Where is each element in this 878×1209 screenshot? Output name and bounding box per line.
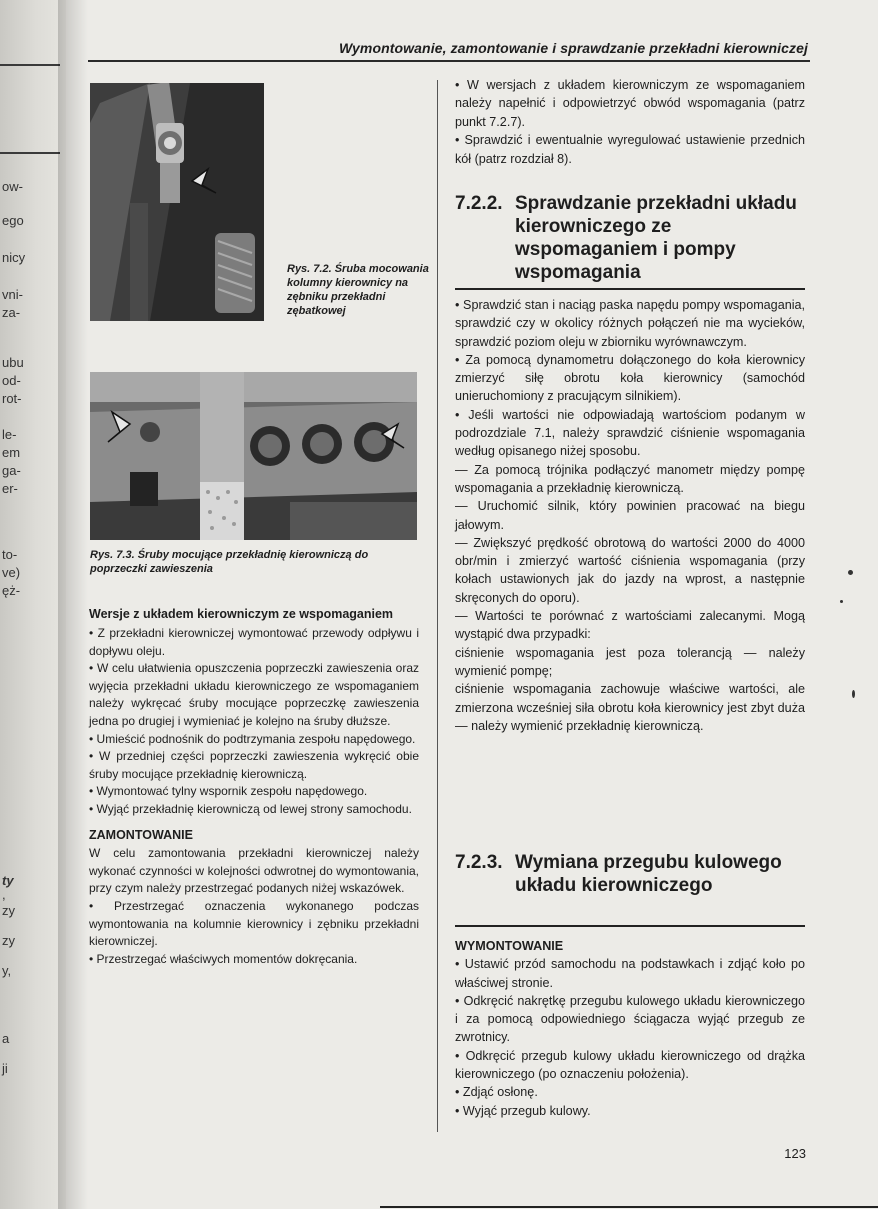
paragraph: — Uruchomić silnik, który powinien pracować na biegu jałowym. — [455, 499, 805, 532]
right-column-intro — [455, 76, 805, 168]
adjacent-fragment: ga- — [2, 463, 21, 478]
bottom-rule — [380, 1206, 878, 1208]
figure-7-3-caption: Rys. 7.3. Śruby mocujące przekładnię kierowniczą do poprzeczki zawieszenia — [90, 549, 369, 575]
adjacent-fragment: em — [2, 445, 21, 460]
adjacent-fragment: to- — [2, 547, 18, 562]
adjacent-fragment: od- — [2, 373, 21, 388]
adjacent-fragment: ubu — [2, 355, 24, 370]
paragraph: • Jeśli wartości nie odpowiadają wartościom podanym w podrozdziale 7.1, należy sprawdzić ciśnienie wspomagania według opisanego niżej sposobu. — [455, 407, 805, 459]
paragraph: • Sprawdzić stan i naciąg paska napędu pompy wspomagania, sprawdzić czy w okolicy różnych połączeń nie ma wycieków, sprawdzić poziom oleju w zbiorniku wyrównawczym. — [455, 298, 805, 349]
section-title: Wymiana przegubu kulowego układu kierowniczego — [515, 852, 782, 896]
header-rule — [88, 60, 810, 62]
paragraph: • Odkręcić nakrętkę przegubu kulowego układu kierowniczego i za pomocą odpowiedniego ściągacza wyjąć przegub ze zwrotnicy. — [455, 993, 805, 1045]
section-7-2-3-body — [455, 937, 805, 1120]
page-number: 123 — [784, 1146, 806, 1161]
left-column — [89, 606, 419, 968]
adjacent-fragment: za- — [2, 305, 21, 320]
subheading-power-steering: Wersje z układem kierowniczym ze wspomaganiem — [89, 607, 394, 621]
paragraph: • W przedniej części poprzeczki zawieszenia wykręcić obie śruby mocujące przekładnię kierowniczą. — [89, 749, 419, 781]
adjacent-fragment: nicy — [2, 250, 26, 265]
adjacent-fragment: rot- — [2, 391, 22, 406]
adjacent-fragment: y, — [2, 963, 12, 978]
paragraph: W celu zamontowania przekładni kierowniczej należy wykonać czynności w kolejności odwrotnej do wymontowania, przy czym należy przestrzegać podanych niżej wskazówek. — [89, 846, 419, 896]
paragraph: • Za pomocą dynamometru dołączonego do koła kierownicy zmierzyć siłę obrotu koła kierownicy (samochód unieruchomiony z pracującym silnikiem). — [455, 352, 805, 404]
paragraph: ciśnienie wspomagania jest poza tolerancją — należy wymienić pompę; — [455, 645, 805, 678]
section-rule — [455, 925, 805, 927]
paragraph: • W celu ułatwienia opuszczenia poprzeczki zawieszenia oraz wyjęcia przekładni układu kierowniczego ze wspomaganiem należy wykręcać śruby mocujące poprzeczkę zawieszenia jedna po drugiej i wymieniać je kolejno na śruby dłuższe. — [89, 661, 419, 728]
section-rule — [455, 288, 805, 290]
figure-7-2-photo — [90, 83, 264, 321]
paragraph: — Zwiększyć prędkość obrotową do wartości 2000 do 4000 obr/min i zmierzyć wartość ciśnienia wspomagania (przy kołach ustawionych jak do jazdy na wprost, a następnie skręconych do oporu). — [455, 535, 805, 605]
section-7-2-3-heading — [455, 851, 815, 897]
adjacent-fragment: le- — [2, 427, 17, 442]
paragraph: • Sprawdzić i ewentualnie wyregulować ustawienie przednich kół (patrz rozdział 8). — [455, 133, 805, 166]
adjacent-fragment: a — [2, 1031, 10, 1046]
scan-speck — [840, 600, 843, 603]
paragraph: ciśnienie wspomagania zachowuje właściwe wartości, ale zmierzona wcześniej siła obrotu koła kierownicy jest zbyt duża — należy wymienić przekładnię kierowniczą. — [455, 682, 805, 733]
scan-speck — [848, 570, 853, 575]
paragraph: • W wersjach z układem kierowniczym ze wspomaganiem należy napełnić i odpowietrzyć obwód wspomagania (patrz punkt 7.2.7). — [455, 78, 805, 129]
section-number: 7.2.2. — [455, 193, 503, 214]
column-divider — [437, 80, 438, 1132]
section-number: 7.2.3. — [455, 852, 503, 873]
adjacent-fragment: zy — [2, 933, 15, 948]
adjacent-fragment: , — [2, 887, 6, 902]
paragraph: • Umieścić podnośnik do podtrzymania zespołu napędowego. — [89, 731, 416, 746]
figure-7-3-photo — [90, 372, 417, 540]
adjacent-fragment: vni- — [2, 287, 23, 302]
paragraph: • Przestrzegać właściwych momentów dokręcania. — [89, 951, 358, 966]
section-7-2-2-body — [455, 296, 805, 735]
paragraph: • Wyjąć przekładnię kierowniczą od lewej strony samochodu. — [89, 801, 412, 816]
adjacent-fragment: ji — [2, 1061, 8, 1076]
adjacent-fragment: ęż- — [2, 583, 21, 598]
adjacent-page-strip — [0, 0, 66, 1209]
section-7-2-2-heading — [455, 192, 815, 284]
heading-wymontowanie: WYMONTOWANIE — [455, 939, 564, 953]
scan-speck — [852, 690, 855, 698]
adjacent-fragment: ow- — [2, 179, 23, 194]
figure-7-2-caption: Rys. 7.2. Śruba mocowania kolumny kierownicy na zębniku przekładni zębatkowej — [287, 263, 429, 317]
adjacent-fragment: zy — [2, 903, 15, 918]
paragraph: — Wartości te porównać z wartościami zalecanymi. Mogą wystąpić dwa przypadki: — [455, 609, 805, 642]
adjacent-fragment: ego — [2, 213, 24, 228]
adjacent-rule — [0, 64, 60, 66]
paragraph: • Odkręcić przegub kulowy układu kierowniczego od drążka kierowniczego (po oznaczeniu położenia). — [455, 1048, 805, 1082]
running-header: Wymontowanie, zamontowanie i sprawdzanie przekładni kierowniczej — [338, 40, 808, 56]
paragraph: • Z przekładni kierowniczej wymontować przewody odpływu i dopływu oleju. — [89, 626, 419, 658]
paragraph: • Przestrzegać oznaczenia wykonanego podczas wymontowania na kolumnie kierownicy i zębniku przekładni kierowniczej. — [89, 898, 419, 949]
adjacent-fragment: er- — [2, 481, 18, 496]
paragraph: — Za pomocą trójnika podłączyć manometr między pompę wspomagania a przekładnię kierowniczą. — [455, 462, 805, 495]
adjacent-fragment: ve) — [2, 565, 21, 580]
adjacent-fragment: ty — [2, 873, 14, 888]
paragraph: • Zdjąć osłonę. — [455, 1085, 538, 1100]
paragraph: • Ustawić przód samochodu na podstawkach i zdjąć koło po właściwej stronie. — [455, 957, 805, 990]
adjacent-rule — [0, 152, 60, 154]
paragraph: • Wymontować tylny wspornik zespołu napędowego. — [89, 784, 368, 799]
section-title: Sprawdzanie przekładni układu kierowniczego ze wspomaganiem i pompy wspomagania — [515, 193, 797, 283]
book-gutter-shadow — [58, 0, 88, 1209]
paragraph: • Wyjąć przegub kulowy. — [455, 1103, 591, 1118]
heading-zamontowanie: ZAMONTOWANIE — [89, 827, 193, 842]
